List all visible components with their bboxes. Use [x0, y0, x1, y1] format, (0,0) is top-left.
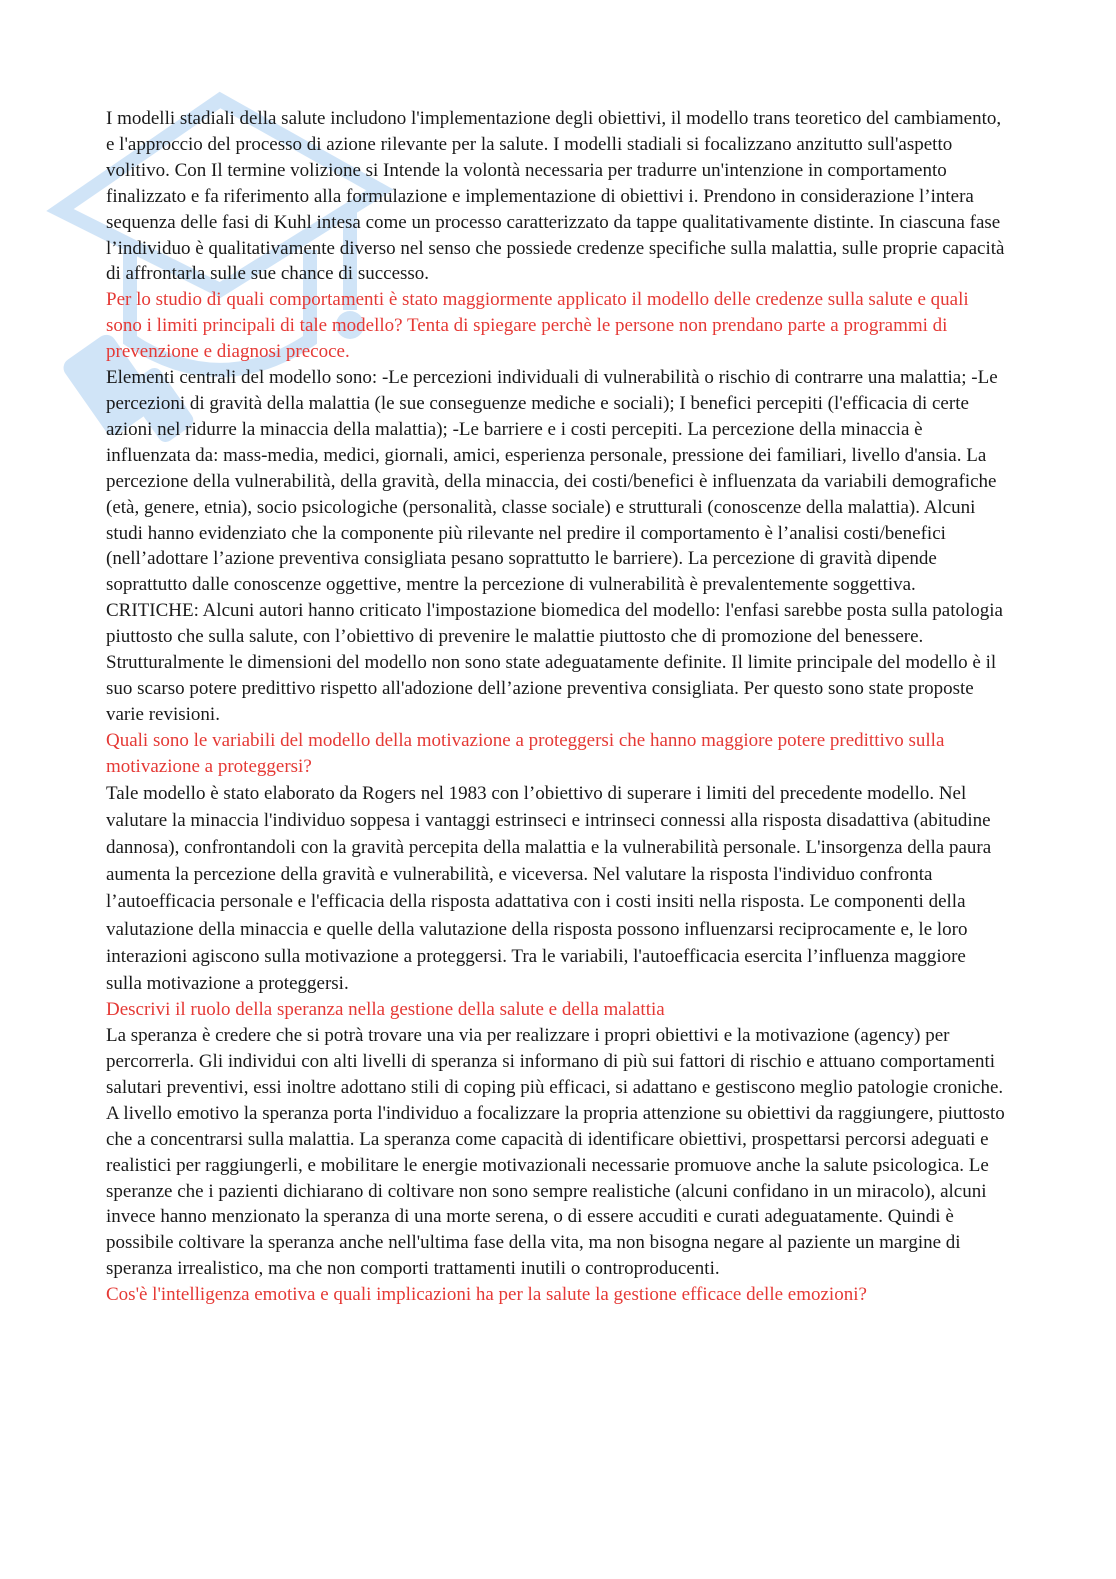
question-heading: Per lo studio di quali comportamenti è stato maggiormente applicato il modello delle credenze sulla salute e quali sono i limiti principali di tale modello? Tenta di spiegare perchè le persone non prendano parte a programmi di prevenzione e diagnosi precoce.	[106, 289, 969, 363]
document-page	[106, 106, 1006, 1308]
answer-paragraph: Tale modello è stato elaborato da Rogers nel 1983 con l’obiettivo di superare i limiti del precedente modello. Nel valutare la minaccia l'individuo soppesa i vantaggi estrinseci e intrinseci connessi alla risposta disadattiva (abitudine dannosa), confrontandoli con la gravità percepita della malattia e la vulnerabilità personale. L'insorgenza della paura aumenta la percezione della gravità e vulnerabilità, e viceversa. Nel valutare la risposta l'individuo confronta l’autoefficacia personale e l'efficacia della risposta adattativa con i costi insiti nella risposta. Le componenti della valutazione della minaccia e quelle della valutazione della risposta possono influenzarsi reciprocamente e, le loro interazioni agiscono sulla motivazione a proteggersi. Tra le variabili, l'autoefficacia esercita l’influenza maggiore sulla motivazione a proteggersi.	[106, 782, 992, 994]
question-heading: Quali sono le variabili del modello della motivazione a proteggersi che hanno maggiore potere predittivo sulla motivazione a proteggersi?	[106, 729, 945, 777]
critiche-paragraph: CRITICHE: Alcuni autori hanno criticato l'impostazione biomedica del modello: l'enfasi sarebbe posta sulla patologia piuttosto che sulla salute, con l’obiettivo di prevenire le malattie piuttosto che di promozione del benessere. Strutturalmente le dimensioni del modello non sono state adeguatamente definite. Il limite principale del modello è il suo scarso potere predittivo rispetto all'adozione dell’azione preventiva consigliata. Per questo sono state proposte varie revisioni.	[106, 600, 1003, 725]
answer-paragraph: I modelli stadiali della salute includono l'implementazione degli obiettivi, il modello trans teoretico del cambiamento, e l'approccio del processo di azione rilevante per la salute. I modelli stadiali si focalizzano anzitutto sull'aspetto volitivo. Con Il termine volizione si Intende la volontà necessaria per tradurre un'intenzione in comportamento finalizzato e fa riferimento alla formulazione e implementazione di obiettivi i. Prendono in considerazione l’intera sequenza delle fasi di Kuhl intesa come un processo caratterizzato da tappe qualitativamente distinte. In ciascuna fase l’individuo è qualitativamente diverso nel senso che possiede credenze specifiche sulla malattia, sulle proprie capacità di affrontarla sulle sue chance di successo.	[106, 108, 1005, 285]
question-heading: Cos'è l'intelligenza emotiva e quali implicazioni ha per la salute la gestione efficace delle emozioni?	[106, 1284, 867, 1306]
answer-paragraph: La speranza è credere che si potrà trovare una via per realizzare i propri obiettivi e la motivazione (agency) per percorrerla. Gli individui con alti livelli di speranza si informano di più sui fattori di rischio e attuano comportamenti salutari preventivi, essi inoltre adottano stili di coping più efficaci, si adattano e gestiscono meglio patologie croniche. A livello emotivo la speranza porta l'individuo a focalizzare la propria attenzione su obiettivi da raggiungere, piuttosto che a concentrarsi sulla malattia. La speranza come capacità di identificare obiettivi, prospettarsi percorsi adeguati e realistici per raggiungerli, e mobilitare le energie motivazionali necessarie promuove anche la salute psicologica. Le speranze che i pazienti dichiarano di coltivare non sono sempre realistiche (alcuni confidano in un miracolo), alcuni invece hanno menzionato la speranza di una morte serena, o di essere accuditi e curati adeguatamente. Quindi è possibile coltivare la speranza anche nell'ultima fase della vita, ma non bisogna negare al paziente un margine di speranza irrealistico, ma che non comporti trattamenti inutili o controproducenti.	[106, 1025, 1005, 1280]
answer-paragraph: Elementi centrali del modello sono: -Le percezioni individuali di vulnerabilità o rischio di contrarre una malattia; -Le percezioni di gravità della malattia (le sue conseguenze mediche e sociali); I benefici percepiti (l'efficacia di certe azioni nel ridurre la minaccia della malattia); -Le barriere e i costi percepiti. La percezione della minaccia è influenzata da: mass-media, medici, giornali, amici, esperienza personale, pressione dei familiari, livello d'ansia. La percezione della vulnerabilità, della gravità, della minaccia, dei costi/benefici è influenzata da variabili demografiche (età, genere, etnia), socio psicologiche (personalità, classe sociale) e strutturali (conoscenze della malattia). Alcuni studi hanno evidenziato che la componente più rilevante nel predire il comportamento è l’analisi costi/benefici (nell’adottare l’azione preventiva consigliata pesano soprattutto le barriere). La percezione di gravità dipende soprattutto dalle conoscenze oggettive, mentre la percezione di vulnerabilità è prevalentemente soggettiva.	[106, 367, 998, 596]
question-heading: Descrivi il ruolo della speranza nella gestione della salute e della malattia	[106, 999, 665, 1021]
